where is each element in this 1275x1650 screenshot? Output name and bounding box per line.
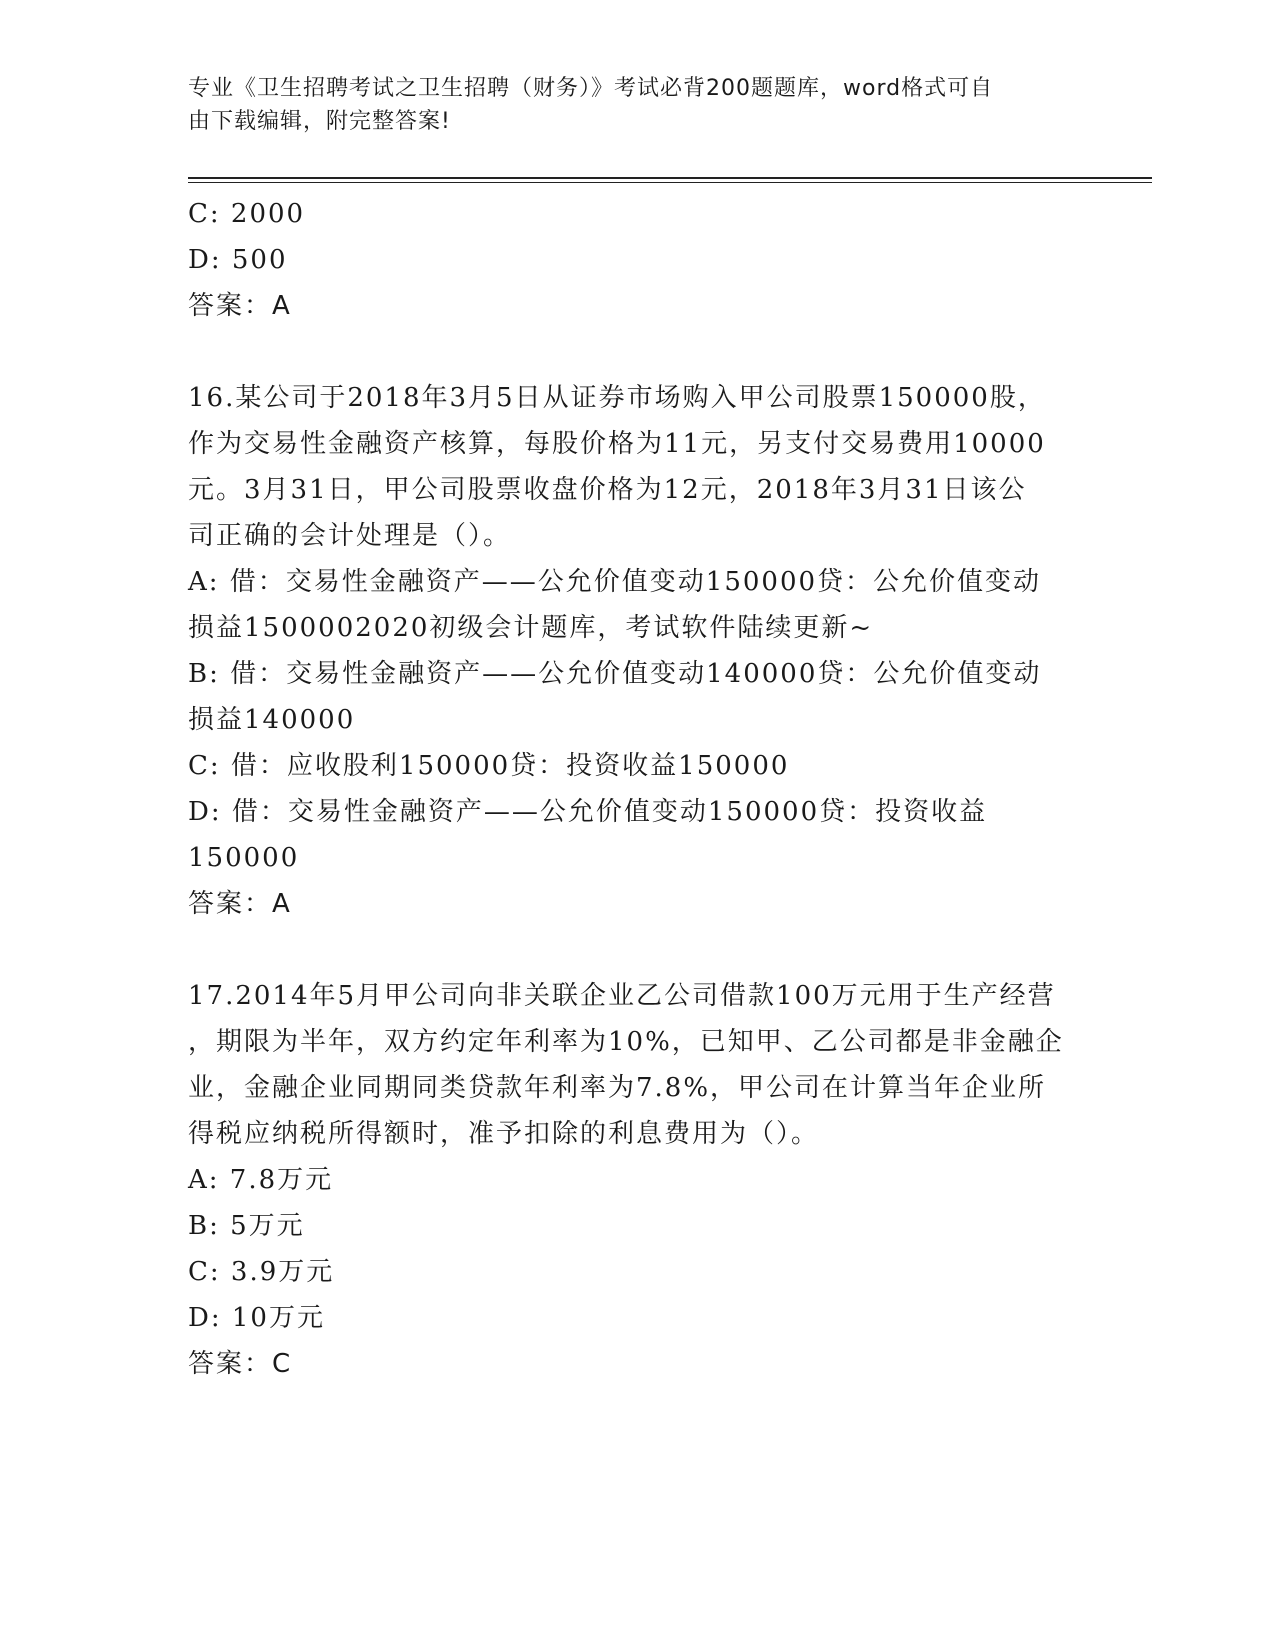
option-b: B: 5万元 xyxy=(188,1211,305,1241)
question-stem-line: 得税应纳税所得额时，准予扣除的利息费用为（）。 xyxy=(188,1119,820,1149)
question-stem-line: 业，金融企业同期同类贷款年利率为7.8%，甲公司在计算当年企业所 xyxy=(188,1073,1047,1103)
option-a: A: 7.8万元 xyxy=(188,1165,334,1195)
header-line-1: 专业《卫生招聘考试之卫生招聘（财务）》考试必背200题题库，word格式可自 xyxy=(188,76,994,101)
header-divider-thick xyxy=(188,177,1152,179)
document-body xyxy=(188,191,1088,1387)
header-divider-thin xyxy=(188,182,1152,183)
page-header xyxy=(188,72,1088,138)
header-line-2: 由下载编辑，附完整答案! xyxy=(188,109,451,134)
question-16 xyxy=(188,375,1088,927)
answer-line: 答案：C xyxy=(188,1349,293,1379)
option-b: B: 借：交易性金融资产——公允价值变动140000贷：公允价值变动 xyxy=(188,659,1042,689)
option-c: C: 2000 xyxy=(188,199,306,229)
option-c: C: 3.9万元 xyxy=(188,1257,335,1287)
prev-question-block xyxy=(188,191,1088,329)
question-stem-line: 17.2014年5月甲公司向非关联企业乙公司借款100万元用于生产经营 xyxy=(188,981,1056,1011)
option-c: C: 借：应收股利150000贷：投资收益150000 xyxy=(188,751,790,781)
option-b-continued: 损益140000 xyxy=(188,705,356,735)
option-d-continued: 150000 xyxy=(188,843,300,873)
answer-line: 答案：A xyxy=(188,291,292,321)
answer-line: 答案：A xyxy=(188,889,292,919)
question-stem-line: 元。3月31日，甲公司股票收盘价格为12元，2018年3月31日该公 xyxy=(188,475,1027,505)
option-d: D: 10万元 xyxy=(188,1303,325,1333)
question-stem-line: ，期限为半年，双方约定年利率为10%，已知甲、乙公司都是非金融企 xyxy=(188,1027,1064,1057)
question-stem-line: 司正确的会计处理是（）。 xyxy=(188,521,512,551)
option-a-continued: 损益1500002020初级会计题库，考试软件陆续更新~ xyxy=(188,613,874,643)
question-17 xyxy=(188,973,1088,1387)
option-a: A: 借：交易性金融资产——公允价值变动150000贷：公允价值变动 xyxy=(188,567,1042,597)
option-d: D: 500 xyxy=(188,245,288,275)
question-stem-line: 作为交易性金融资产核算，每股价格为11元，另支付交易费用10000 xyxy=(188,429,1046,459)
option-d: D: 借：交易性金融资产——公允价值变动150000贷：投资收益 xyxy=(188,797,988,827)
question-stem-line: 16.某公司于2018年3月5日从证券市场购入甲公司股票150000股， xyxy=(188,383,1046,413)
